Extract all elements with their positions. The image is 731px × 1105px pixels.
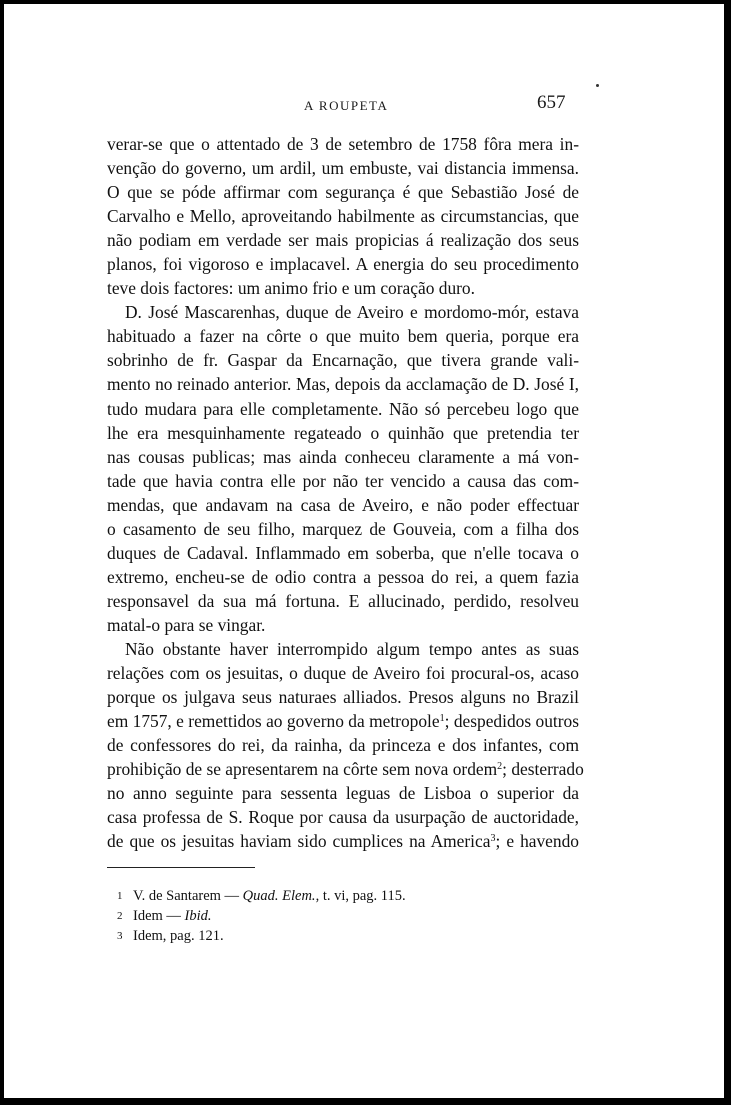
text-line-with-ref [107,757,584,781]
footnote-title: Ibid. [184,908,212,924]
text-line: verar-se que o attentado de 3 de setembro de 1758 fôra mera in- [107,134,579,154]
text-line: teve dois factores: um animo frio e um coração duro. [107,278,475,299]
line-text: prohibição de se apresentarem na côrte sem nova ordem [107,759,498,780]
paragraph-1 [107,132,579,300]
line-suffix: ; despedidos outros [444,711,579,732]
text-line: casa professa de S. Roque por causa da usurpação de auctoridade, [107,807,579,828]
text-line: de confessores do rei, da rainha, da princeza e dos infantes, com [107,735,579,756]
text-line: o casamento de seu filho, marquez de Gouveia, com a filha dos [107,518,579,539]
paragraph-3 [107,637,584,853]
footnote-ref[interactable]: 3 [490,833,496,845]
text-line: venção do governo, um ardil, um embuste, vai distancia immensa. [107,158,579,179]
text-line: extremo, encheu-se de odio contra a pessoa do rei, a quem fazia [107,566,579,587]
footnote-text: V. de Santarem — [133,888,243,904]
running-title: A ROUPETA [304,98,389,113]
text-line: habituado a fazer na côrte o que muito bem queria, porque era [107,326,579,347]
footnote-text: Idem — [133,908,185,924]
text-line: duques de Cadaval. Inflammado em soberba, que n'elle tocava o [107,542,579,563]
paragraph-2 [107,300,579,637]
text-line-with-ref [107,829,579,853]
line-text: em 1757, e remettidos ao governo da metropole [107,711,440,732]
footnote-1 [117,886,406,906]
text-line: Não obstante haver interrompido algum tempo antes as suas [125,638,579,659]
text-line: no anno seguinte para sessenta leguas de Lisboa o superior da [107,783,579,804]
footnote-ref[interactable]: 2 [497,761,503,773]
text-line: não podiam em verdade ser mais propicias á realização dos seus [107,230,579,251]
page-number: 657 [537,92,566,113]
page-header [4,92,724,118]
book-page [4,4,724,1098]
text-line: tade que havia contra elle por não ter vencido a causa das com- [107,470,579,491]
text-line: responsavel da sua má fortuna. E allucinado, perdido, resolveu [107,590,579,611]
text-line: planos, foi vigoroso e implacavel. A energia do seu procedimento [107,254,579,275]
print-speck [596,84,599,87]
text-line: sobrinho de fr. Gaspar da Encarnação, que tivera grande vali- [107,350,579,371]
footnote-title: Quad. Elem. [242,888,316,904]
footnote-number: 3 [117,930,123,942]
footnotes [117,886,406,946]
footnote-2 [117,906,406,926]
footnote-text: Idem, pag. 121. [133,928,224,944]
text-line: Carvalho e Mello, aproveitando habilmente as circumstancias, que [107,206,579,227]
text-line: porque os julgava seus naturaes alliados. Presos alguns no Brazil [107,687,579,708]
footnote-number: 1 [117,890,123,902]
footnote-number: 2 [117,910,123,922]
text-line: nas cousas publicas; mas ainda conheceu claramente a má von- [107,446,579,467]
text-line: mento no reinado anterior. Mas, depois da acclamação de D. José I, [107,374,579,395]
footnote-divider [107,867,255,868]
footnote-3 [117,926,406,946]
line-suffix: ; desterrado [502,759,584,780]
text-line: matal-o para se vingar. [107,614,266,635]
footnote-after: , t. vi, pag. 115. [315,888,406,904]
footnote-ref[interactable]: 1 [439,713,445,725]
text-line-with-ref [107,709,579,733]
text-line: mendas, que andavam na casa de Aveiro, e não poder effectuar [107,494,579,515]
body-text [107,132,584,853]
line-text: de que os jesuitas haviam sido cumplices na America [107,831,491,852]
text-line: lhe era mesquinhamente regateado o quinhão que pretendia ter [107,422,579,443]
text-line: O que se póde affirmar com segurança é que Sebastião José de [107,182,579,203]
line-suffix: ; e havendo [495,831,579,852]
text-line: D. José Mascarenhas, duque de Aveiro e mordomo-mór, estava [125,302,579,323]
text-line: relações com os jesuitas, o duque de Aveiro foi procural-os, acaso [107,663,579,684]
text-line: tudo mudara para elle completamente. Não só percebeu logo que [107,398,579,419]
